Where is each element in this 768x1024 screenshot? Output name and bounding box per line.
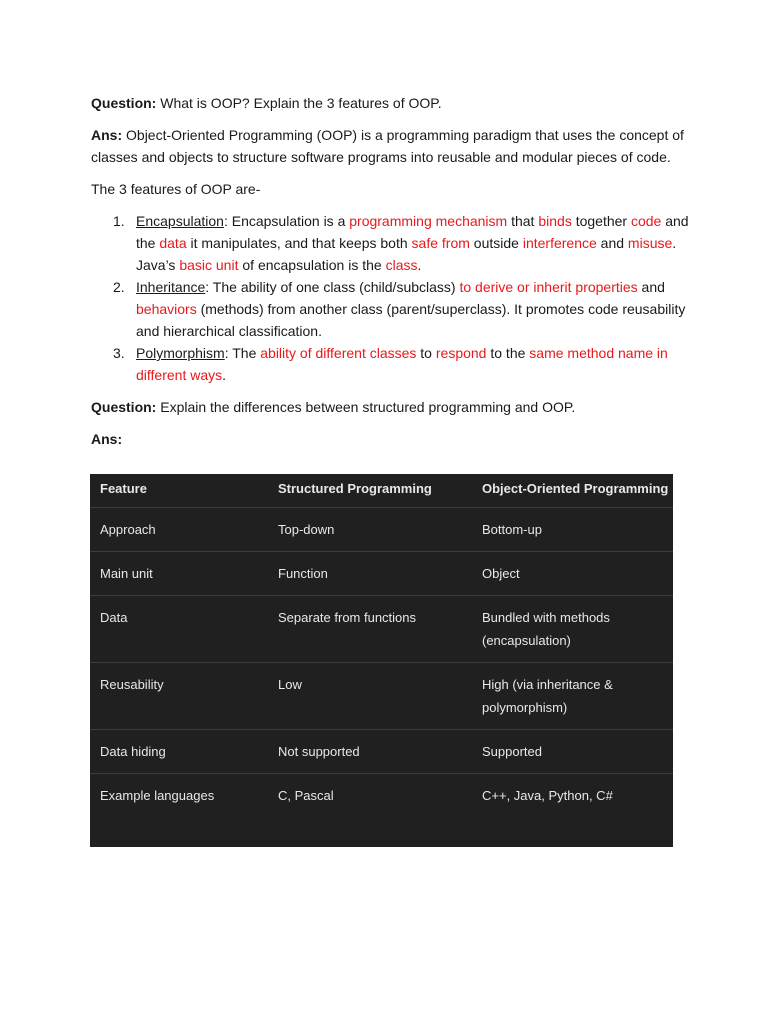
question-2-label: Question:: [91, 399, 157, 415]
feature-title: Inheritance: [136, 279, 206, 295]
table-row: [90, 508, 673, 552]
highlight-run: interference: [522, 235, 597, 251]
table-cell: Object: [482, 566, 520, 581]
feature-inheritance: [91, 276, 691, 342]
highlight-run: safe from: [411, 235, 470, 251]
highlight-run: binds: [538, 213, 572, 229]
answer-1: [91, 124, 691, 168]
question-2: [91, 396, 691, 418]
features-list: [91, 210, 691, 386]
feature-polymorphism: [91, 342, 691, 386]
table-cell: Function: [278, 566, 328, 581]
table-cell: Supported: [482, 744, 542, 759]
table-cell: Separate from functions: [278, 610, 417, 625]
comparison-table: [90, 474, 673, 817]
text-run: : The ability of one class (child/subclass): [205, 279, 460, 295]
text-run: .: [417, 257, 422, 273]
header-oop: Object-Oriented Programming: [482, 481, 669, 496]
header-structured: Structured Programming: [278, 481, 432, 496]
table-cell: Example languages: [100, 788, 215, 803]
text-run: (methods) from another class (parent/superclass). It promotes code reusability and hierarchical classification.: [136, 301, 686, 339]
highlight-run: misuse: [627, 235, 673, 251]
table-cell: Bottom-up: [482, 522, 542, 537]
text-run: .: [222, 367, 227, 383]
table-row: [90, 663, 673, 730]
highlight-run: class: [385, 257, 418, 273]
feature-title: Polymorphism: [136, 345, 225, 361]
highlight-run: behaviors: [136, 301, 197, 317]
text-run: and: [637, 279, 665, 295]
answer-2: [91, 428, 691, 450]
highlight-run: code: [630, 213, 662, 229]
question-1-text: What is OOP? Explain the 3 features of OOP.: [156, 95, 442, 111]
document-body: [91, 92, 691, 450]
highlight-run: data: [159, 235, 187, 251]
list-number: 3.: [113, 345, 125, 361]
highlight-run: basic unit: [179, 257, 239, 273]
text-run: : Encapsulation is a: [223, 213, 350, 229]
text-run: to: [416, 345, 436, 361]
text-run: . Java’s: [136, 235, 677, 273]
question-1-label: Question:: [91, 95, 157, 111]
text-run: and: [596, 235, 628, 251]
table-cell: High (via inheritance & polymorphism): [482, 677, 613, 715]
table-header-row: [90, 474, 673, 508]
text-run: together: [571, 213, 631, 229]
text-run: that: [507, 213, 539, 229]
answer-2-label: Ans:: [91, 431, 123, 447]
text-run: and the: [136, 213, 689, 251]
answer-1-label: Ans:: [91, 127, 123, 143]
table-row: [90, 730, 673, 774]
table-cell: C++, Java, Python, C#: [482, 788, 613, 803]
table-row: [90, 774, 673, 818]
answer-1-text: Object-Oriented Programming (OOP) is a programming paradigm that uses the concept of classes and objects to structure software programs into reusable and modular pieces of code.: [91, 127, 684, 165]
table-cell: Not supported: [278, 744, 360, 759]
table-row: [90, 596, 673, 663]
text-run: : The: [224, 345, 261, 361]
table-row: [90, 552, 673, 596]
features-intro: The 3 features of OOP are-: [91, 181, 261, 197]
header-feature: Feature: [100, 481, 147, 496]
table-cell: Low: [278, 677, 302, 692]
highlight-run: programming mechanism: [349, 213, 508, 229]
highlight-run: respond: [435, 345, 487, 361]
table-cell: Data: [100, 610, 128, 625]
table-cell: Main unit: [100, 566, 153, 581]
comparison-table-image: [90, 474, 673, 847]
highlight-run: to derive or inherit properties: [459, 279, 638, 295]
table-cell: Data hiding: [100, 744, 166, 759]
highlight-run: same method name in different ways: [136, 345, 668, 383]
text-run: it manipulates, and that keeps both: [186, 235, 412, 251]
feature-encapsulation: [91, 210, 691, 276]
highlight-run: ability of different classes: [260, 345, 417, 361]
text-run: to the: [486, 345, 530, 361]
table-cell: Approach: [100, 522, 156, 537]
feature-title: Encapsulation: [136, 213, 224, 229]
table-cell: C, Pascal: [278, 788, 334, 803]
text-run: of encapsulation is the: [238, 257, 386, 273]
question-1: [91, 92, 691, 114]
question-2-text: Explain the differences between structured programming and OOP.: [156, 399, 576, 415]
table-cell: Top-down: [278, 522, 335, 537]
text-run: outside: [469, 235, 523, 251]
list-number: 1.: [113, 213, 125, 229]
table-cell: Bundled with methods (encapsulation): [482, 610, 610, 648]
list-number: 2.: [113, 279, 125, 295]
table-cell: Reusability: [100, 677, 164, 692]
